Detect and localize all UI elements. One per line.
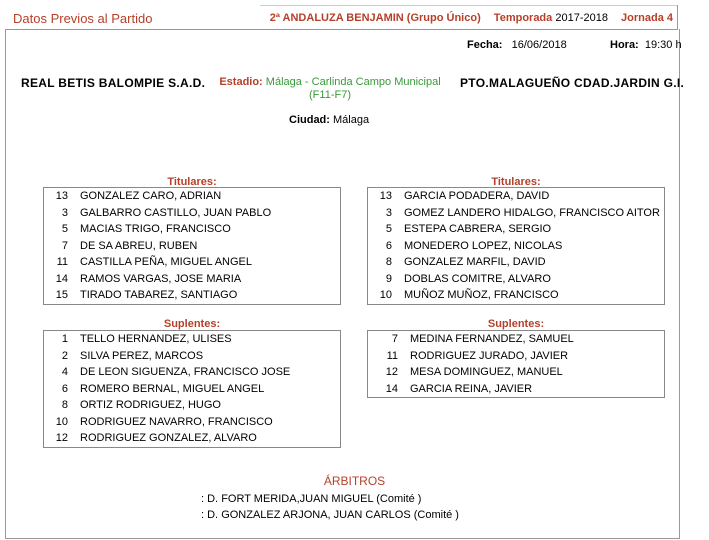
- date-value: 16/06/2018: [511, 39, 567, 51]
- player-row: [374, 381, 664, 398]
- player-row: [368, 221, 664, 238]
- player-name: ORTIZ RODRIGUEZ, HUGO: [80, 399, 221, 411]
- player-row: [44, 381, 340, 398]
- player-number: 7: [391, 333, 398, 345]
- referee-1: [201, 493, 421, 505]
- player-number: 6: [61, 382, 68, 395]
- away-team-name: PTO.MALAGUEÑO CDAD.JARDIN G.I.: [460, 76, 685, 90]
- player-row: [374, 348, 664, 365]
- referee-2: [201, 509, 459, 521]
- player-name: GARCIA REINA, JAVIER: [410, 382, 533, 395]
- player-number: 9: [385, 272, 392, 285]
- tab-bar: [0, 0, 709, 30]
- player-name: RAMOS VARGAS, JOSE MARIA: [80, 272, 242, 285]
- player-name: TIRADO TABAREZ, SANTIAGO: [80, 289, 238, 301]
- player-name: TELLO HERNANDEZ, ULISES: [80, 333, 232, 345]
- player-row: [44, 238, 340, 255]
- stadium-label: Estadio:: [219, 76, 263, 88]
- player-name: ROMERO BERNAL, MIGUEL ANGEL: [80, 382, 265, 395]
- season-value: 2017-2018: [555, 12, 608, 24]
- player-number: 10: [379, 289, 392, 301]
- player-row: [368, 254, 664, 271]
- city-value: Málaga: [333, 114, 370, 126]
- player-name: MONEDERO LOPEZ, NICOLAS: [404, 239, 563, 252]
- player-number: 3: [385, 206, 392, 219]
- time-label: Hora:: [610, 39, 639, 51]
- player-row: [44, 254, 340, 271]
- home-team-name: REAL BETIS BALOMPIE S.A.D.: [21, 76, 206, 90]
- player-number: 12: [55, 432, 68, 444]
- competition-info: [270, 12, 673, 24]
- referees-title: ÁRBITROS: [323, 474, 386, 488]
- home-subs-label: Suplentes:: [163, 318, 221, 330]
- competition-name: 2ª ANDALUZA BENJAMIN (Grupo Único): [269, 12, 481, 24]
- away-subs-label: Suplentes:: [487, 318, 545, 330]
- player-name: GONZALEZ CARO, ADRIAN: [80, 190, 222, 202]
- player-number: 5: [385, 223, 392, 235]
- player-name: GONZALEZ MARFIL, DAVID: [404, 256, 546, 268]
- tab-right-border: [677, 5, 678, 29]
- tab-top-border: [260, 5, 678, 6]
- player-number: 10: [55, 415, 68, 428]
- player-row: [44, 205, 340, 222]
- player-row: [374, 331, 664, 348]
- match-date: [467, 39, 567, 51]
- player-row: [44, 287, 340, 304]
- player-name: MACIAS TRIGO, FRANCISCO: [80, 223, 231, 235]
- player-number: 13: [55, 190, 68, 202]
- player-name: MUÑOZ MUÑOZ, FRANCISCO: [404, 289, 559, 301]
- player-number: 5: [61, 223, 68, 235]
- tab-title[interactable]: Datos Previos al Partido: [13, 11, 153, 26]
- home-subs-list: [43, 330, 341, 448]
- player-number: 12: [385, 366, 398, 378]
- referee-role: (Comité ): [413, 509, 459, 521]
- player-name: CASTILLA PEÑA, MIGUEL ANGEL: [80, 256, 252, 268]
- city-label: Ciudad:: [289, 114, 330, 126]
- player-name: DE SA ABREU, RUBEN: [80, 239, 198, 252]
- player-row: [368, 287, 664, 304]
- player-row: [44, 364, 340, 381]
- player-row: [368, 188, 664, 205]
- player-name: RODRIGUEZ GONZALEZ, ALVARO: [80, 432, 257, 444]
- player-number: 2: [61, 349, 68, 362]
- player-name: GOMEZ LANDERO HIDALGO, FRANCISCO AITOR: [404, 206, 660, 219]
- player-number: 6: [385, 239, 392, 252]
- player-name: MESA DOMINGUEZ, MANUEL: [410, 366, 563, 378]
- time-value: 19:30 h: [644, 39, 682, 51]
- player-row: [44, 221, 340, 238]
- player-number: 13: [379, 190, 392, 202]
- match-time: [610, 39, 682, 51]
- player-number: 11: [56, 256, 68, 268]
- player-row: [44, 188, 340, 205]
- player-name: RODRIGUEZ NAVARRO, FRANCISCO: [80, 415, 273, 428]
- player-number: 15: [55, 289, 68, 301]
- player-number: 4: [61, 366, 68, 378]
- player-name: ESTEPA CABRERA, SERGIO: [404, 223, 552, 235]
- player-row: [368, 271, 664, 288]
- stadium-value: Málaga - Carlinda Campo Municipal (F11-F7): [265, 76, 441, 101]
- away-subs-list: [367, 330, 665, 398]
- player-name: GALBARRO CASTILLO, JUAN PABLO: [80, 206, 272, 219]
- away-starters-list: [367, 187, 665, 305]
- referee-role: (Comité ): [376, 493, 422, 505]
- player-number: 3: [61, 206, 68, 219]
- round-value: 4: [666, 12, 673, 24]
- player-name: MEDINA FERNANDEZ, SAMUEL: [410, 333, 574, 345]
- player-row: [374, 364, 664, 381]
- away-starters-label: Titulares:: [491, 176, 541, 188]
- player-row: [368, 238, 664, 255]
- player-row: [44, 414, 340, 431]
- player-number: 11: [386, 349, 398, 362]
- player-number: 1: [61, 333, 68, 345]
- player-row: [44, 271, 340, 288]
- referee-name: GONZALEZ ARJONA, JUAN CARLOS: [221, 509, 411, 521]
- player-name: SILVA PEREZ, MARCOS: [80, 349, 204, 362]
- player-row: [44, 348, 340, 365]
- referee-prefix: : D.: [201, 493, 219, 505]
- referee-prefix: : D.: [201, 509, 219, 521]
- player-name: DE LEON SIGUENZA, FRANCISCO JOSE: [80, 366, 291, 378]
- player-number: 14: [385, 382, 398, 395]
- home-starters-label: Titulares:: [167, 176, 217, 188]
- player-name: RODRIGUEZ JURADO, JAVIER: [410, 349, 569, 362]
- home-starters-list: [43, 187, 341, 305]
- player-number: 7: [61, 239, 68, 252]
- player-number: 8: [61, 399, 68, 411]
- stadium: [210, 76, 450, 102]
- player-number: 14: [55, 272, 68, 285]
- round-label: Jornada: [621, 12, 664, 24]
- player-name: GARCIA PODADERA, DAVID: [404, 190, 550, 202]
- referee-name: FORT MERIDA,JUAN MIGUEL: [221, 493, 374, 505]
- player-number: 8: [385, 256, 392, 268]
- player-row: [368, 205, 664, 222]
- city: [289, 114, 369, 126]
- season-label: Temporada: [493, 12, 553, 24]
- player-row: [44, 331, 340, 348]
- date-label: Fecha:: [467, 39, 503, 51]
- player-name: DOBLAS COMITRE, ALVARO: [404, 272, 551, 285]
- player-row: [44, 430, 340, 447]
- player-row: [44, 397, 340, 414]
